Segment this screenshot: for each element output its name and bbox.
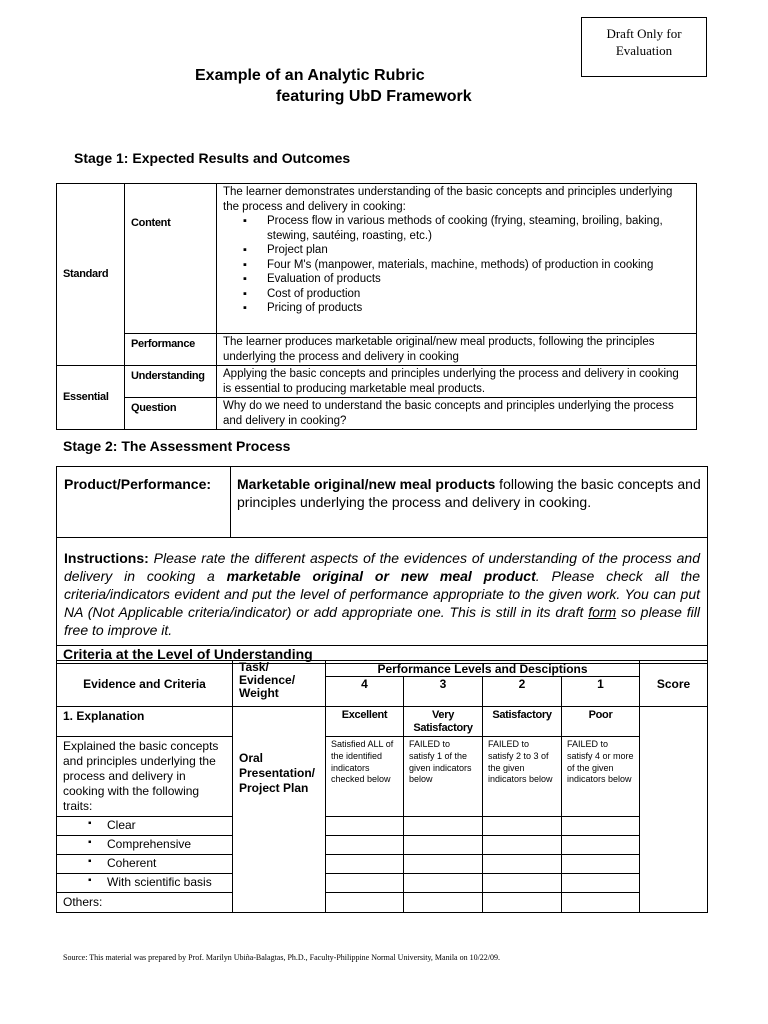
level-4-description: Satisfied ALL of the identified indicators checked below <box>326 737 404 817</box>
instructions-lead: Instructions: <box>64 550 149 566</box>
criteria-heading: Criteria at the Level of Understanding <box>57 646 708 664</box>
score-header: Score <box>640 661 708 707</box>
performance-label: Performance <box>125 334 217 366</box>
instructions-part-1: Please rate the different aspects of the evidences of understanding of the process and delivery in cooking a <box>64 550 700 584</box>
standard-label: Standard <box>57 184 125 366</box>
title-line-2: featuring UbD Framework <box>276 88 472 105</box>
evidence-criteria-header: Evidence and Criteria <box>57 661 233 707</box>
rating-cell[interactable] <box>483 817 562 836</box>
level-2-number: 2 <box>483 677 562 707</box>
question-text: Why do we need to understand the basic concepts and principles underlying the process and delivery in cooking? <box>217 398 697 430</box>
rating-cell[interactable] <box>483 893 562 913</box>
rating-cell[interactable] <box>562 817 640 836</box>
stage1-heading: Stage 1: Expected Results and Outcomes <box>74 150 351 166</box>
content-item: ▪ Project plan <box>243 243 690 258</box>
level-1-name: Poor <box>562 707 640 737</box>
rating-cell[interactable] <box>326 855 404 874</box>
performance-levels-header: Performance Levels and Desciptions <box>326 661 640 677</box>
rating-cell[interactable] <box>562 855 640 874</box>
understanding-label: Understanding <box>125 366 217 398</box>
task-cell: Oral Presentation/ Project Plan <box>233 707 326 913</box>
instructions-bold: marketable original or new meal product <box>226 568 536 584</box>
level-2-name: Satisfactory <box>483 707 562 737</box>
rating-cell[interactable] <box>404 855 483 874</box>
level-3-name: Very Satisfactory <box>404 707 483 737</box>
content-intro: The learner demonstrates understanding of the basic concepts and principles underlying the process and delivery in cooking: <box>223 186 673 213</box>
stage1-table <box>56 183 697 430</box>
content-item: ▪ Pricing of products <box>243 301 690 316</box>
rating-cell[interactable] <box>483 855 562 874</box>
score-cell[interactable] <box>640 707 708 913</box>
rating-cell[interactable] <box>326 836 404 855</box>
level-3-number: 3 <box>404 677 483 707</box>
essential-label: Essential <box>57 366 125 430</box>
product-performance-rest: following the basic concepts and principles underlying the process and delivery in cooking. <box>237 476 701 510</box>
stage2-heading: Stage 2: The Assessment Process <box>63 438 291 454</box>
section-explanation: 1. Explanation <box>57 707 233 737</box>
level-1-description: FAILED to satisfy 4 or more of the given indicators below <box>562 737 640 817</box>
understanding-text: Applying the basic concepts and principles underlying the process and delivery in cooking is essential to producing marketable meal products. <box>217 366 697 398</box>
level-3-description: FAILED to satisfy 1 of the given indicators below <box>404 737 483 817</box>
rating-cell[interactable] <box>483 874 562 893</box>
instructions-underline: form <box>588 604 617 620</box>
trait-label: Comprehensive <box>107 837 192 851</box>
content-list <box>223 214 690 316</box>
stage2-table <box>56 466 708 664</box>
rating-cell[interactable] <box>404 893 483 913</box>
task-header: Task/ Evidence/ Weight <box>233 661 326 707</box>
trait-label: Clear <box>107 818 136 832</box>
source-note: Source: This material was prepared by Prof. Marilyn Ubiña-Balagtas, Ph.D., Faculty-Philippine Normal University, Manila on 10/22/09. <box>63 953 501 962</box>
content-item: ▪ Evaluation of products <box>243 272 690 287</box>
rating-cell[interactable] <box>326 874 404 893</box>
title-line-1: Example of an Analytic Rubric <box>195 67 425 84</box>
product-performance-bold: Marketable original/new meal products <box>237 476 496 492</box>
content-item: ▪ Process flow in various methods of cooking (frying, steaming, broiling, baking, stewing, sautéing, roasting, etc.) <box>243 214 690 243</box>
level-2-description: FAILED to satisfy 2 to 3 of the given indicators below <box>483 737 562 817</box>
criteria-description: Explained the basic concepts and principles underlying the process and delivery in cooking with the following traits: <box>57 737 233 817</box>
instructions-part-2: . Please check all the criteria/indicators evident and put the level of performance appropriate to the given work. You can put NA (Not Applicable criteria/indicator) or add appropriate one. This is still in its draft <box>64 568 700 620</box>
level-4-number: 4 <box>326 677 404 707</box>
draft-line-2: Evaluation <box>615 43 673 58</box>
trait-row <box>57 836 233 855</box>
rating-cell[interactable] <box>404 836 483 855</box>
rating-cell[interactable] <box>326 817 404 836</box>
rating-cell[interactable] <box>562 893 640 913</box>
rating-cell[interactable] <box>404 817 483 836</box>
question-label: Question <box>125 398 217 430</box>
level-1-number: 1 <box>562 677 640 707</box>
rating-cell[interactable] <box>483 836 562 855</box>
performance-text: The learner produces marketable original/new meal products, following the principles underlying the process and delivery in cooking <box>217 334 697 366</box>
trait-row <box>57 817 233 836</box>
content-item: ▪ Four M's (manpower, materials, machine, methods) of production in cooking <box>243 258 690 273</box>
trait-row <box>57 855 233 874</box>
rating-cell[interactable] <box>326 893 404 913</box>
instructions-part-3: so please fill free to improve it. <box>64 604 700 638</box>
content-item: ▪ Cost of production <box>243 287 690 302</box>
trait-label: Coherent <box>107 856 157 870</box>
rating-cell[interactable] <box>562 874 640 893</box>
rating-cell[interactable] <box>562 836 640 855</box>
content-cell <box>217 184 697 334</box>
level-4-name: Excellent <box>326 707 404 737</box>
rating-cell[interactable] <box>404 874 483 893</box>
product-performance-label: Product/Performance: <box>57 467 231 538</box>
content-label: Content <box>125 184 217 334</box>
draft-notice-box <box>581 17 707 77</box>
product-performance-text <box>231 467 708 538</box>
trait-row <box>57 874 233 893</box>
others-label: Others: <box>57 893 233 913</box>
trait-label: With scientific basis <box>107 875 212 889</box>
criteria-table <box>56 660 708 913</box>
draft-line-1: Draft Only for <box>606 26 682 41</box>
instructions-block <box>57 538 708 646</box>
